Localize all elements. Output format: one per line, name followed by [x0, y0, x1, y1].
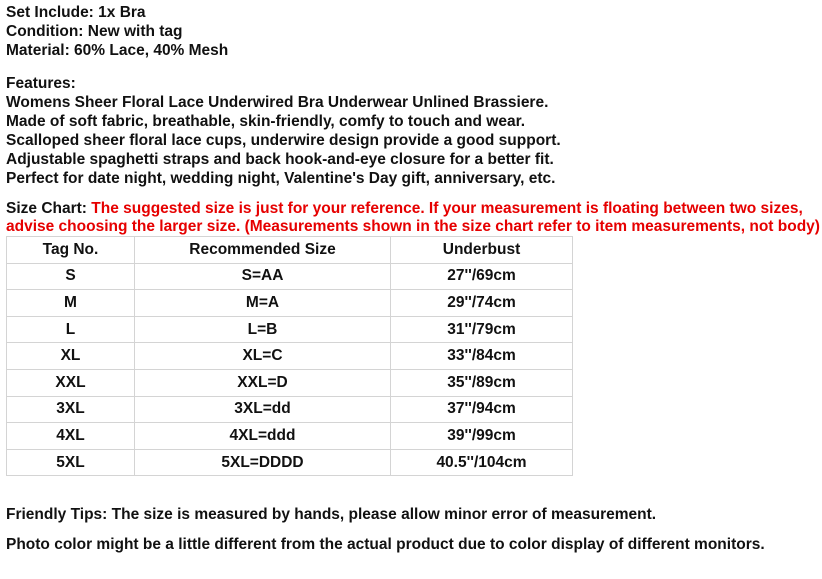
- tag-cell: XXL: [7, 369, 135, 396]
- tag-cell: 4XL: [7, 423, 135, 450]
- feature-line: Made of soft fabric, breathable, skin-friendly, comfy to touch and wear.: [6, 113, 526, 130]
- recommended-size-cell: M=A: [135, 290, 391, 317]
- underbust-cell: 40.5''/104cm: [391, 449, 573, 476]
- size-chart-table: [6, 236, 573, 476]
- feature-line: Womens Sheer Floral Lace Underwired Bra Underwear Unlined Brassiere.: [6, 94, 549, 111]
- recommended-size-cell: L=B: [135, 316, 391, 343]
- recommended-size-cell: 5XL=DDDD: [135, 449, 391, 476]
- recommended-size-cell: XXL=D: [135, 369, 391, 396]
- recommended-size-cell: S=AA: [135, 263, 391, 290]
- friendly-tips: Friendly Tips: The size is measured by hands, please allow minor error of measurement.: [6, 506, 657, 523]
- product-info: [6, 3, 820, 60]
- table-row: [7, 290, 573, 317]
- table-row: [7, 396, 573, 423]
- table-row: [7, 263, 573, 290]
- photo-color-note: Photo color might be a little different from the actual product due to color display of different monitors.: [6, 536, 765, 553]
- table-row: [7, 343, 573, 370]
- condition-line: Condition: New with tag: [6, 23, 183, 40]
- table-row: [7, 369, 573, 396]
- set-include-line: Set Include: 1x Bra: [6, 4, 146, 21]
- size-chart-label: Size Chart:: [6, 200, 87, 217]
- features-section: [6, 74, 820, 188]
- table-row: [7, 423, 573, 450]
- table-header-row: [7, 237, 573, 264]
- tag-cell: S: [7, 263, 135, 290]
- product-description: [6, 0, 820, 553]
- size-chart-note: The suggested size is just for your reference. If your measurement is floating between two sizes, advise choosing the larger size. (Measurements shown in the size chart refer to item measurements, not body): [6, 200, 820, 235]
- underbust-cell: 39''/99cm: [391, 423, 573, 450]
- column-header-tag-no: Tag No.: [7, 237, 135, 264]
- tag-cell: 3XL: [7, 396, 135, 423]
- features-heading: Features:: [6, 75, 76, 92]
- underbust-cell: 31''/79cm: [391, 316, 573, 343]
- tag-cell: L: [7, 316, 135, 343]
- feature-line: Adjustable spaghetti straps and back hook-and-eye closure for a better fit.: [6, 151, 554, 168]
- feature-line: Scalloped sheer floral lace cups, underwire design provide a good support.: [6, 132, 561, 149]
- tag-cell: M: [7, 290, 135, 317]
- material-line: Material: 60% Lace, 40% Mesh: [6, 42, 229, 59]
- underbust-cell: 29''/74cm: [391, 290, 573, 317]
- tag-cell: 5XL: [7, 449, 135, 476]
- underbust-cell: 37''/94cm: [391, 396, 573, 423]
- tag-cell: XL: [7, 343, 135, 370]
- recommended-size-cell: XL=C: [135, 343, 391, 370]
- size-chart-intro: [6, 200, 820, 236]
- recommended-size-cell: 4XL=ddd: [135, 423, 391, 450]
- underbust-cell: 27''/69cm: [391, 263, 573, 290]
- underbust-cell: 35''/89cm: [391, 369, 573, 396]
- underbust-cell: 33''/84cm: [391, 343, 573, 370]
- column-header-recommended-size: Recommended Size: [135, 237, 391, 264]
- recommended-size-cell: 3XL=dd: [135, 396, 391, 423]
- feature-line: Perfect for date night, wedding night, Valentine's Day gift, anniversary, etc.: [6, 170, 556, 187]
- table-row: [7, 316, 573, 343]
- column-header-underbust: Underbust: [391, 237, 573, 264]
- table-row: [7, 449, 573, 476]
